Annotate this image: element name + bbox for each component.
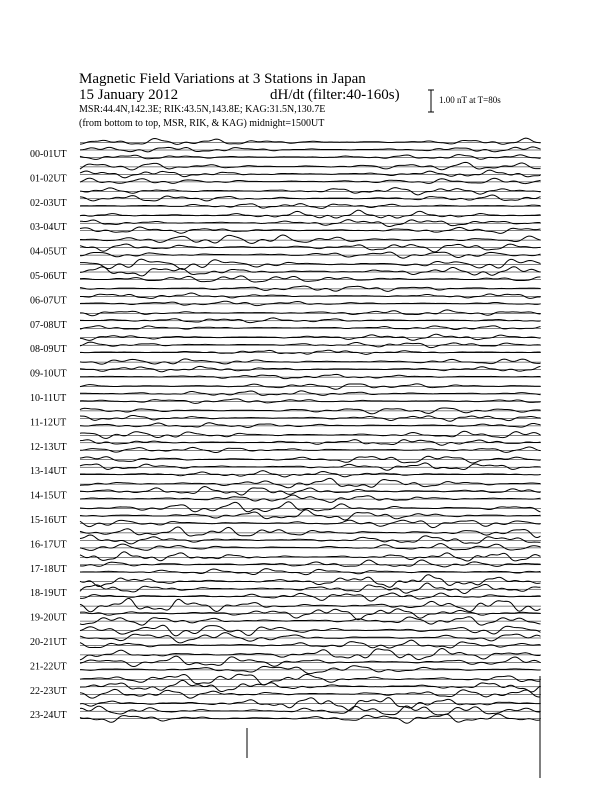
hour-label: 06-07UT bbox=[30, 295, 67, 307]
trace-msr bbox=[80, 350, 541, 354]
hour-row-19-20ut bbox=[30, 598, 541, 625]
hour-label: 15-16UT bbox=[30, 515, 67, 526]
trace-rik bbox=[80, 487, 541, 496]
trace-kag bbox=[80, 162, 541, 170]
hour-row-16-17ut bbox=[30, 527, 541, 550]
hour-row-23-24ut bbox=[30, 698, 541, 724]
trace-kag bbox=[80, 310, 541, 316]
trace-msr bbox=[80, 471, 541, 477]
trace-kag bbox=[80, 649, 541, 660]
hour-row-07-08ut bbox=[30, 310, 541, 331]
hour-label: 23-24UT bbox=[30, 710, 67, 722]
hour-label: 10-11UT bbox=[30, 393, 67, 404]
scale-bar-label: 1.00 nT at T=80s bbox=[439, 95, 501, 105]
hour-row-04-05ut bbox=[30, 235, 541, 258]
trace-rik bbox=[80, 342, 541, 348]
scale-bar bbox=[428, 90, 434, 112]
trace-rik bbox=[80, 535, 541, 544]
hour-row-21-22ut bbox=[30, 649, 541, 674]
trace-rik bbox=[80, 244, 541, 252]
trace-msr bbox=[80, 178, 541, 183]
hour-row-02-03ut bbox=[30, 188, 541, 209]
hour-label: 13-14UT bbox=[30, 466, 67, 478]
trace-rows bbox=[30, 138, 541, 778]
trace-msr bbox=[80, 423, 541, 428]
hour-row-18-19ut bbox=[30, 575, 541, 601]
hour-label: 14-15UT bbox=[30, 490, 67, 502]
hour-row-17-18ut bbox=[30, 552, 541, 575]
trace-rik bbox=[80, 391, 541, 396]
hour-row-11-12ut bbox=[30, 408, 541, 428]
hour-label: 21-22UT bbox=[30, 661, 67, 673]
trace-rik bbox=[80, 440, 541, 446]
hour-label: 19-20UT bbox=[30, 612, 67, 624]
hour-label: 16-17UT bbox=[30, 539, 67, 551]
trace-kag bbox=[80, 575, 541, 588]
hour-row-00-01ut bbox=[30, 138, 541, 160]
trace-msr bbox=[80, 447, 541, 452]
trace-kag bbox=[80, 552, 541, 561]
trace-msr bbox=[80, 495, 541, 502]
hour-row-05-06ut bbox=[30, 259, 541, 282]
hour-row-09-10ut bbox=[30, 359, 541, 380]
hour-label: 05-06UT bbox=[30, 271, 67, 282]
hour-label: 20-21UT bbox=[30, 637, 67, 648]
hour-label: 11-12UT bbox=[30, 417, 67, 429]
trace-msr bbox=[80, 155, 541, 160]
station-order-note: (from bottom to top, MSR, RIK, & KAG) midnight=1500UT bbox=[79, 118, 325, 129]
trace-rik bbox=[80, 463, 541, 470]
hour-label: 03-04UT bbox=[30, 222, 67, 234]
trace-rik bbox=[80, 560, 541, 567]
trace-kag bbox=[80, 235, 541, 243]
hour-row-08-09ut bbox=[30, 334, 541, 355]
hour-row-20-21ut bbox=[30, 625, 541, 648]
hour-label: 07-08UT bbox=[30, 319, 67, 331]
trace-kag bbox=[80, 188, 541, 195]
hour-row-15-16ut bbox=[30, 502, 541, 528]
trace-kag bbox=[80, 527, 541, 538]
trace-msr bbox=[80, 301, 541, 305]
trace-msr bbox=[80, 520, 541, 527]
trace-kag bbox=[80, 210, 541, 218]
trace-msr bbox=[80, 544, 541, 551]
trace-msr bbox=[80, 689, 541, 698]
trace-kag bbox=[80, 598, 541, 611]
trace-rik bbox=[80, 267, 541, 276]
trace-rik bbox=[80, 680, 541, 692]
station-coordinates: MSR:44.4N,142.3E; RIK:43.5N,143.8E; KAG:31.5N,130.7E bbox=[79, 104, 326, 115]
trace-msr bbox=[80, 640, 541, 648]
trace-msr bbox=[80, 593, 541, 601]
trace-msr bbox=[80, 204, 541, 209]
hour-row-03-04ut bbox=[30, 210, 541, 233]
trace-rik bbox=[80, 656, 541, 666]
trace-rik bbox=[80, 147, 541, 152]
hour-row-22-23ut bbox=[30, 674, 541, 698]
hour-label: 01-02UT bbox=[30, 173, 67, 185]
hour-row-14-15ut bbox=[30, 478, 541, 502]
trace-rik bbox=[80, 293, 541, 298]
trace-kag bbox=[80, 478, 541, 487]
trace-msr bbox=[80, 374, 541, 378]
hour-row-06-07ut bbox=[30, 286, 541, 306]
hour-row-01-02ut bbox=[30, 162, 541, 184]
quantity-filter-label: dH/dt (filter:40-160s) bbox=[270, 87, 400, 103]
hour-label: 18-19UT bbox=[30, 588, 67, 600]
hour-label: 00-01UT bbox=[30, 149, 67, 160]
trace-kag bbox=[80, 674, 541, 685]
trace-kag bbox=[80, 334, 541, 340]
trace-msr bbox=[80, 399, 541, 404]
trace-kag bbox=[80, 431, 541, 438]
hour-label: 02-03UT bbox=[30, 197, 67, 209]
trace-msr bbox=[80, 227, 541, 233]
hour-label: 17-18UT bbox=[30, 563, 67, 575]
hour-row-12-13ut bbox=[30, 431, 541, 453]
hour-label: 12-13UT bbox=[30, 441, 67, 453]
trace-kag bbox=[80, 502, 541, 512]
trace-kag bbox=[80, 359, 541, 364]
trace-rik bbox=[80, 170, 541, 178]
trace-rik bbox=[80, 195, 541, 201]
trace-kag bbox=[80, 138, 541, 144]
hour-label: 22-23UT bbox=[30, 685, 67, 697]
date-label: 15 January 2012 bbox=[79, 87, 179, 103]
trace-msr bbox=[80, 276, 541, 282]
trace-rik bbox=[80, 318, 541, 323]
trace-rik bbox=[80, 510, 541, 520]
trace-rik bbox=[80, 583, 541, 593]
hour-row-10-11ut bbox=[30, 384, 541, 404]
hour-label: 09-10UT bbox=[30, 368, 67, 380]
trace-rik bbox=[80, 366, 541, 371]
trace-rik bbox=[80, 706, 541, 715]
trace-msr bbox=[80, 326, 541, 330]
chart-title: Magnetic Field Variations at 3 Stations in Japan bbox=[79, 71, 366, 87]
hour-label: 04-05UT bbox=[30, 246, 67, 258]
hour-row-13-14ut bbox=[30, 456, 541, 477]
hour-label: 08-09UT bbox=[30, 344, 67, 356]
trace-msr bbox=[80, 569, 541, 575]
